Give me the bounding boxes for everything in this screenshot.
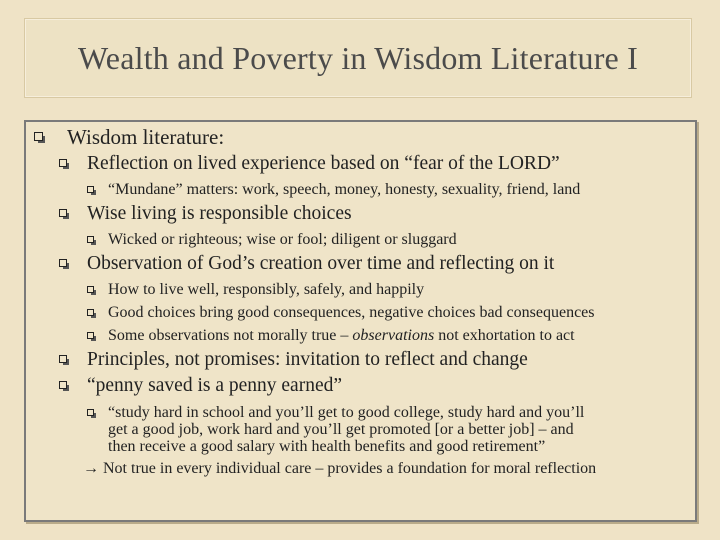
checkbox-bullet-icon (59, 381, 67, 389)
bullet-text (108, 327, 575, 344)
bullet-good-choices (87, 304, 595, 321)
study-line-3: then receive a good salary with health benefits and good retirement” (108, 438, 546, 455)
bullet-text: Wicked or righteous; wise or fool; diligent or sluggard (108, 231, 457, 248)
bullet-observation (59, 253, 554, 275)
checkbox-bullet-icon (59, 355, 67, 363)
obs-text-after: not exhortation to act (434, 327, 575, 344)
bullet-wicked-righteous (87, 231, 457, 248)
slide-title: Wealth and Poverty in Wisdom Literature I (77, 39, 639, 76)
bullet-text: Good choices bring good consequences, negative choices bad consequences (108, 304, 595, 321)
bullet-text: Wise living is responsible choices (87, 203, 352, 224)
bullet-reflection (59, 153, 560, 175)
bullet-text: Principles, not promises: invitation to reflect and change (87, 349, 528, 370)
checkbox-bullet-icon (59, 259, 67, 267)
bullet-text: Reflection on lived experience based on “fear of the LORD” (87, 153, 560, 174)
checkbox-bullet-icon (87, 409, 94, 416)
checkbox-bullet-icon (87, 332, 94, 339)
bullet-not-morally-true (87, 327, 575, 344)
study-line-2: get a good job, work hard and you’ll get promoted [or a better job] – and (108, 421, 574, 438)
checkbox-bullet-icon (87, 309, 94, 316)
checkbox-bullet-icon (59, 159, 67, 167)
checkbox-bullet-icon (34, 132, 43, 141)
conclusion-line (83, 460, 596, 478)
checkbox-bullet-icon (87, 236, 94, 243)
bullet-study-hard (87, 404, 584, 455)
content-box (24, 120, 697, 522)
obs-text-before: Some observations not morally true – (108, 327, 353, 344)
bullet-mundane-matters (87, 181, 580, 198)
bullet-penny-saved (59, 375, 342, 397)
study-line-1: “study hard in school and you’ll get to good college, study hard and you’ll (108, 404, 585, 421)
bullet-text: Wisdom literature: (67, 125, 225, 149)
bullet-wisdom-literature (34, 125, 224, 150)
bullet-wise-living (59, 203, 352, 225)
bullet-text: “penny saved is a penny earned” (87, 375, 343, 396)
bullet-live-well (87, 281, 424, 298)
bullet-text: Observation of God’s creation over time and reflecting on it (87, 253, 555, 274)
conclusion-text: Not true in every individual care – provides a foundation for moral reflection (103, 460, 597, 477)
arrow-right-icon: → (83, 460, 99, 477)
checkbox-bullet-icon (87, 286, 94, 293)
bullet-text: How to live well, responsibly, safely, and happily (108, 281, 425, 298)
title-box (24, 18, 692, 98)
checkbox-bullet-icon (87, 186, 94, 193)
bullet-text: “Mundane” matters: work, speech, money, honesty, sexuality, friend, land (108, 181, 581, 198)
checkbox-bullet-icon (59, 209, 67, 217)
bullet-principles (59, 349, 528, 371)
bullet-text (108, 404, 584, 455)
obs-text-italic: observations (352, 327, 435, 344)
